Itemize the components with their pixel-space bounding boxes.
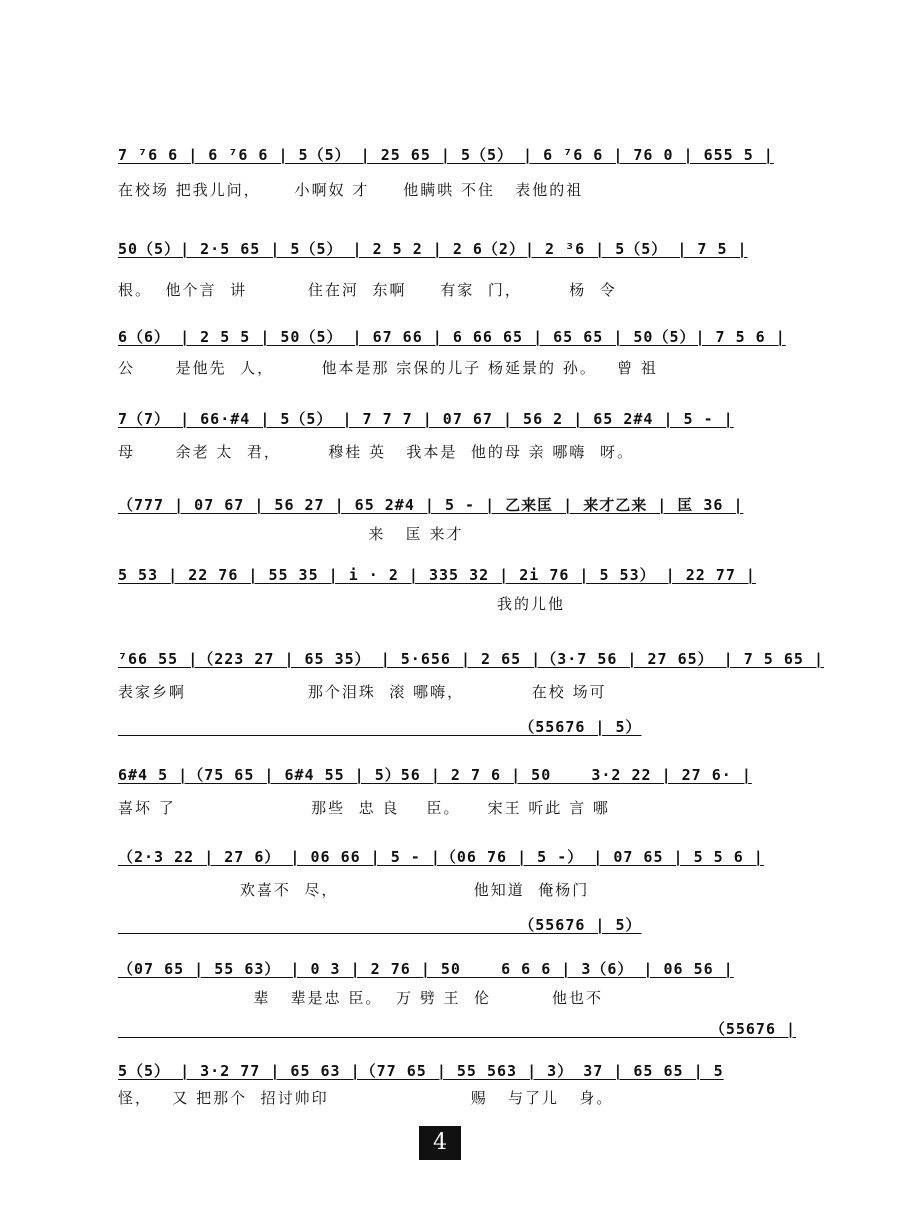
jianpu-notes: 50（5）| 2·5 65 | 5（5） | 2 5 2 | 2 6（2）| 2 ³6 | 5（5） | 7 5 | xyxy=(118,240,748,258)
lyric-line: 公 是他先 人， 他本是那 宗保的儿子 杨延景的 孙。 曾 祖 xyxy=(118,359,658,377)
jianpu-notes: 7（7） | 66·#4 | 5（5） | 7 7 7 | 07 67 | 56 2 | 65 2#4 | 5 - | xyxy=(118,410,734,428)
notation-row xyxy=(118,404,790,434)
jianpu-notes: （55676 | xyxy=(118,1020,797,1038)
page-number: 4 xyxy=(419,1126,461,1160)
notation-row xyxy=(118,560,790,590)
jianpu-notes: （07 65 | 55 63） | 0 3 | 2 76 | 50 6 6 6 | 3（6） | 06 56 | xyxy=(118,960,734,978)
lyric-line: 在校场 把我儿问， 小啊奴 才 他瞒哄 不住 表他的祖 xyxy=(118,181,584,199)
notation-row xyxy=(118,1056,790,1086)
notation-row xyxy=(118,644,824,674)
jianpu-notes: 6（6） | 2 5 5 | 50（5） | 67 66 | 6 66 65 | 65 65 | 50（5）| 7 5 6 | xyxy=(118,328,786,346)
lyric-line: 喜坏 了 那些 忠 良 臣。 宋王 听此 言 哪 xyxy=(118,799,610,817)
interlude-row xyxy=(118,712,790,742)
jianpu-notes: ⁷66 55 |（223 27 | 65 35） | 5·656 | 2 65 |（3·7 56 | 27 65） | 7 5 65 | xyxy=(118,650,824,668)
notation-row xyxy=(118,490,790,520)
notation-row xyxy=(118,234,790,264)
jianpu-notes: 5 53 | 22 76 | 55 35 | i · 2 | 335 32 | 2i 76 | 5 53） | 22 77 | xyxy=(118,566,756,584)
jianpu-notes: （55676 | 5） xyxy=(118,916,642,934)
jianpu-notes: 7 ⁷6 6 | 6 ⁷6 6 | 5（5） | 25 65 | 5（5） | 6 ⁷6 6 | 76 0 | 655 5 | xyxy=(118,146,774,164)
lyric-line: 来 匡 来才 xyxy=(118,525,464,543)
jianpu-notes: （55676 | 5） xyxy=(118,718,642,736)
notation-row xyxy=(118,954,790,984)
lyric-line: 母 余老 太 君， 穆桂 英 我本是 他的母 亲 哪嗨 呀。 xyxy=(118,443,634,461)
notation-row xyxy=(118,140,790,170)
jianpu-notes: 5（5） | 3·2 77 | 65 63 |（77 65 | 55 563 | 3） 37 | 65 65 | 5 xyxy=(118,1062,724,1080)
jianpu-notes: 6#4 5 |（75 65 | 6#4 55 | 5）56 | 2 7 6 | 50 3·2 22 | 27 6· | xyxy=(118,766,752,784)
notation-row xyxy=(118,322,790,352)
lyric-line: 我的儿他 xyxy=(118,595,566,613)
lyric-line: 怪， 又 把那个 招讨帅印 赐 与了儿 身。 xyxy=(118,1089,614,1107)
lyric-line: 表家乡啊 那个泪珠 滚 哪嗨， 在校 场可 xyxy=(118,683,607,701)
lyric-line: 欢喜不 尽， 他知道 俺杨门 xyxy=(118,881,590,899)
interlude-row xyxy=(118,910,790,940)
jianpu-notes: （2·3 22 | 27 6） | 06 66 | 5 - |（06 76 | 5 -） | 07 65 | 5 5 6 | xyxy=(118,848,764,866)
jianpu-notes: （777 | 07 67 | 56 27 | 65 2#4 | 5 - | 乙来匡 | 来才乙来 | 匡 36 | xyxy=(118,496,744,514)
interlude-row xyxy=(118,1014,797,1044)
notation-row xyxy=(118,842,790,872)
notation-row xyxy=(118,760,790,790)
lyric-line: 根。 他个言 讲 住在河 东啊 有家 门， 杨 令 xyxy=(118,281,617,299)
lyric-line: 辈 辈是忠 臣。 万 劈 王 伦 他也不 xyxy=(118,989,603,1007)
